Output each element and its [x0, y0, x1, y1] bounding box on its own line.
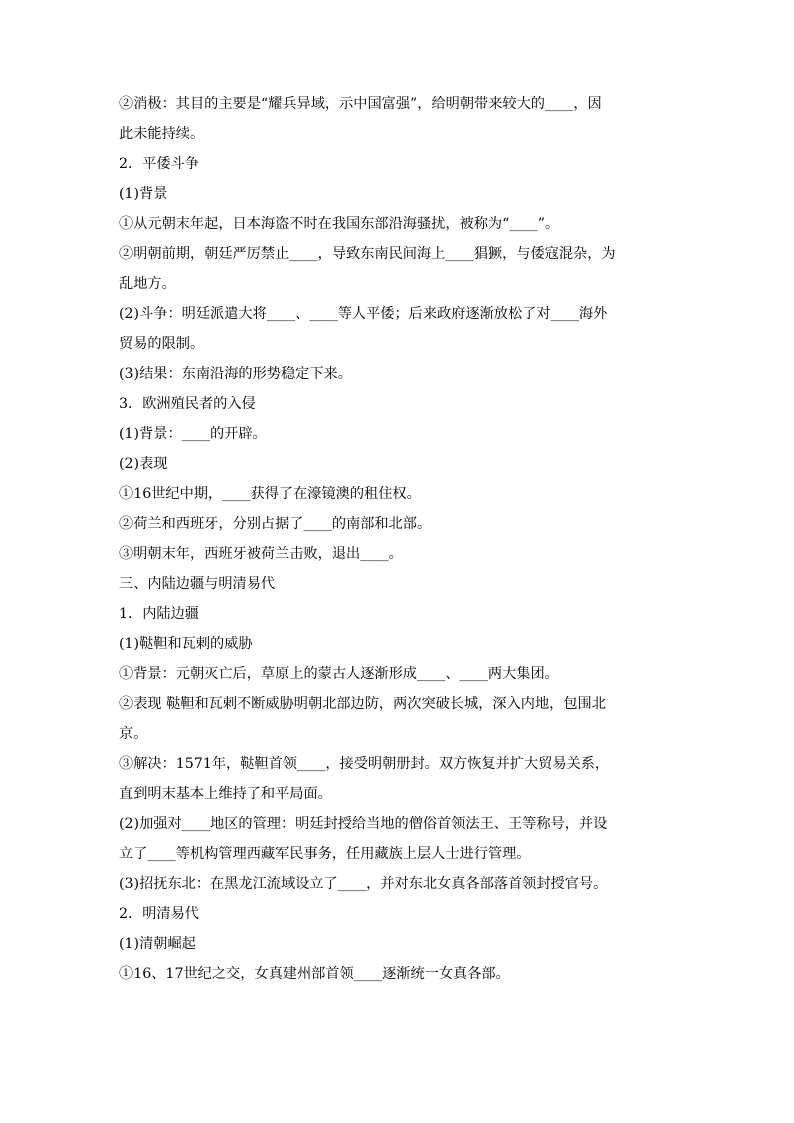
subheading-qing-rise: (1)清朝崛起	[119, 936, 196, 952]
section-heading-inland: 1．内陆边疆	[119, 606, 199, 622]
text-line-24: 直到明末基本上维持了和平局面。	[119, 786, 332, 802]
text-line-12: (1)背景：____的开辟。	[119, 426, 267, 442]
text-line-5: ①从元朝末年起，日本海盗不时在我国东部沿海骚扰，被称为“____”。	[119, 216, 560, 232]
subheading-threat: (1)鞑靼和瓦剌的威胁	[119, 636, 253, 652]
section-heading-ming-qing: 2．明清易代	[119, 906, 199, 922]
section-heading-2: 2．平倭斗争	[119, 156, 199, 172]
document-body	[119, 89, 679, 989]
text-line-10: (3)结果：东南沿海的形势稳定下来。	[119, 366, 352, 382]
subheading-manifestation: (2)表现	[119, 456, 168, 472]
text-line-1: ②消极：其目的主要是“耀兵异域，示中国富强”，给明朝带来较大的____，因	[119, 96, 602, 112]
subheading-background: (1)背景	[119, 186, 168, 202]
text-line-2: 此未能持续。	[119, 126, 205, 142]
section-heading-3: 3．欧洲殖民者的入侵	[119, 396, 256, 412]
text-line-16: ③明朝末年，西班牙被荷兰击败，退出____。	[119, 546, 403, 562]
text-line-26: 立了____等机构管理西藏军民事务，任用藏族上层人士进行管理。	[119, 846, 531, 862]
text-line-25: (2)加强对____地区的管理：明廷封授给当地的僧俗首领法王、王等称号，并设	[119, 816, 608, 832]
text-line-21: ②表现 鞑靼和瓦剌不断威胁明朝北部边防，两次突破长城，深入内地，包围北	[119, 696, 606, 712]
text-line-8: (2)斗争：明廷派遣大将____、____等人平倭；后来政府逐渐放松了对____海外	[119, 306, 608, 322]
chapter-heading-3: 三、内陆边疆与明清易代	[119, 576, 276, 592]
text-line-7: 乱地方。	[119, 276, 176, 292]
text-line-14: ①16世纪中期，____获得了在濠镜澳的租住权。	[119, 486, 421, 502]
text-line-30: ①16、17世纪之交，女真建州部首领____逐渐统一女真各部。	[119, 966, 510, 982]
text-line-20: ①背景：元朝灭亡后，草原上的蒙古人逐渐形成____、____两大集团。	[119, 666, 559, 682]
text-line-6: ②明朝前期，朝廷严厉禁止____，导致东南民间海上____猖獗，与倭寇混杂，为	[119, 246, 616, 262]
text-line-23: ③解决：1571年，鞑靼首领____，接受明朝册封。双方恢复并扩大贸易关系，	[119, 756, 610, 772]
text-line-15: ②荷兰和西班牙，分别占据了____的南部和北部。	[119, 516, 432, 532]
text-line-27: (3)招抚东北：在黑龙江流域设立了____，并对东北女真各部落首领封授官号。	[119, 876, 608, 892]
text-line-22: 京。	[119, 726, 148, 742]
text-line-9: 贸易的限制。	[119, 336, 205, 352]
